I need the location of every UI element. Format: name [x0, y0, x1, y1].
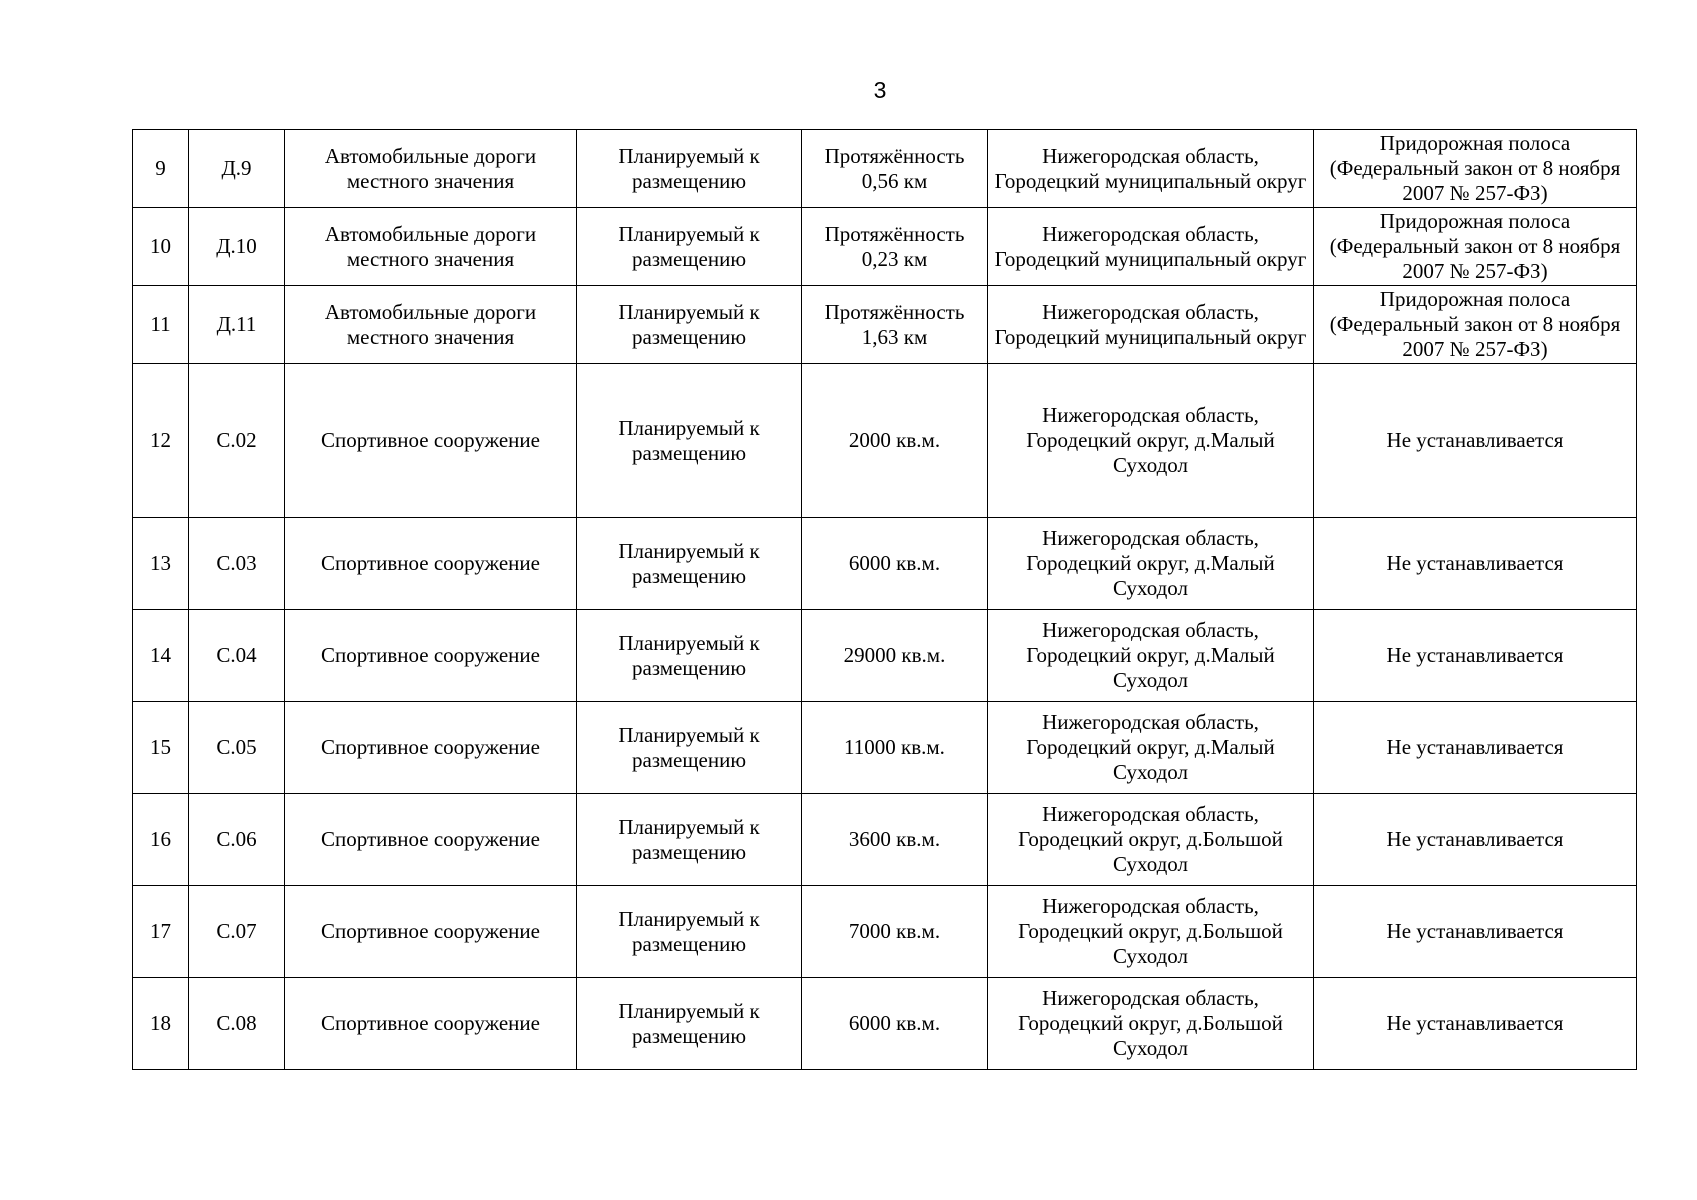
object-zone-cell: Не устанавливается [1314, 518, 1637, 610]
object-zone-cell: Придорожная полоса (Федеральный закон от 8 ноября 2007 № 257-ФЗ) [1314, 208, 1637, 286]
object-location-cell: Нижегородская область, Городецкий муниципальный округ [988, 208, 1314, 286]
object-characteristic-cell: 6000 кв.м. [802, 518, 988, 610]
page-number: 3 [873, 77, 887, 103]
object-zone-cell: Не устанавливается [1314, 886, 1637, 978]
object-status-cell: Планируемый к размещению [577, 364, 802, 518]
table-row [133, 518, 1637, 610]
object-code-cell: Д.11 [189, 286, 285, 364]
object-name-cell: Автомобильные дороги местного значения [285, 286, 577, 364]
object-status-cell: Планируемый к размещению [577, 286, 802, 364]
object-characteristic-cell: 2000 кв.м. [802, 364, 988, 518]
object-code-cell: С.08 [189, 978, 285, 1070]
row-number-cell: 10 [133, 208, 189, 286]
object-name-cell: Спортивное сооружение [285, 364, 577, 518]
object-location-cell: Нижегородская область, Городецкий округ, д.Малый Суходол [988, 518, 1314, 610]
object-status-cell: Планируемый к размещению [577, 130, 802, 208]
object-name-cell: Спортивное сооружение [285, 702, 577, 794]
row-number-cell: 9 [133, 130, 189, 208]
object-zone-cell: Придорожная полоса (Федеральный закон от 8 ноября 2007 № 257-ФЗ) [1314, 130, 1637, 208]
object-characteristic-cell: 6000 кв.м. [802, 978, 988, 1070]
table-row [133, 886, 1637, 978]
row-number-cell: 18 [133, 978, 189, 1070]
object-characteristic-cell: 29000 кв.м. [802, 610, 988, 702]
object-zone-cell: Не устанавливается [1314, 610, 1637, 702]
row-number-cell: 17 [133, 886, 189, 978]
object-zone-cell: Придорожная полоса (Федеральный закон от 8 ноября 2007 № 257-ФЗ) [1314, 286, 1637, 364]
object-location-cell: Нижегородская область, Городецкий муниципальный округ [988, 286, 1314, 364]
row-number-cell: 16 [133, 794, 189, 886]
object-name-cell: Спортивное сооружение [285, 518, 577, 610]
object-characteristic-cell: 3600 кв.м. [802, 794, 988, 886]
object-characteristic-cell: Протяжённость 0,56 км [802, 130, 988, 208]
object-zone-cell: Не устанавливается [1314, 794, 1637, 886]
table-row [133, 610, 1637, 702]
object-zone-cell: Не устанавливается [1314, 978, 1637, 1070]
object-name-cell: Спортивное сооружение [285, 978, 577, 1070]
object-name-cell: Автомобильные дороги местного значения [285, 208, 577, 286]
object-characteristic-cell: Протяжённость 0,23 км [802, 208, 988, 286]
object-location-cell: Нижегородская область, Городецкий муниципальный округ [988, 130, 1314, 208]
object-code-cell: С.06 [189, 794, 285, 886]
table-row [133, 364, 1637, 518]
object-status-cell: Планируемый к размещению [577, 702, 802, 794]
row-number-cell: 13 [133, 518, 189, 610]
object-code-cell: С.07 [189, 886, 285, 978]
object-status-cell: Планируемый к размещению [577, 886, 802, 978]
object-status-cell: Планируемый к размещению [577, 208, 802, 286]
table-row [133, 286, 1637, 364]
object-zone-cell: Не устанавливается [1314, 364, 1637, 518]
row-number-cell: 12 [133, 364, 189, 518]
object-status-cell: Планируемый к размещению [577, 610, 802, 702]
table-row [133, 208, 1637, 286]
object-code-cell: Д.10 [189, 208, 285, 286]
object-status-cell: Планируемый к размещению [577, 794, 802, 886]
table-row [133, 130, 1637, 208]
object-name-cell: Автомобильные дороги местного значения [285, 130, 577, 208]
table-row [133, 978, 1637, 1070]
object-location-cell: Нижегородская область, Городецкий округ, д.Большой Суходол [988, 886, 1314, 978]
object-name-cell: Спортивное сооружение [285, 610, 577, 702]
table-row [133, 794, 1637, 886]
row-number-cell: 11 [133, 286, 189, 364]
object-code-cell: С.04 [189, 610, 285, 702]
object-characteristic-cell: 7000 кв.м. [802, 886, 988, 978]
objects-table [132, 129, 1637, 1070]
object-code-cell: Д.9 [189, 130, 285, 208]
object-status-cell: Планируемый к размещению [577, 518, 802, 610]
object-code-cell: С.03 [189, 518, 285, 610]
object-location-cell: Нижегородская область, Городецкий округ, д.Малый Суходол [988, 364, 1314, 518]
object-location-cell: Нижегородская область, Городецкий округ, д.Большой Суходол [988, 978, 1314, 1070]
object-zone-cell: Не устанавливается [1314, 702, 1637, 794]
row-number-cell: 14 [133, 610, 189, 702]
object-status-cell: Планируемый к размещению [577, 978, 802, 1070]
object-name-cell: Спортивное сооружение [285, 794, 577, 886]
object-name-cell: Спортивное сооружение [285, 886, 577, 978]
object-location-cell: Нижегородская область, Городецкий округ, д.Малый Суходол [988, 610, 1314, 702]
object-code-cell: С.02 [189, 364, 285, 518]
object-characteristic-cell: 11000 кв.м. [802, 702, 988, 794]
object-code-cell: С.05 [189, 702, 285, 794]
table-row [133, 702, 1637, 794]
object-location-cell: Нижегородская область, Городецкий округ, д.Большой Суходол [988, 794, 1314, 886]
object-characteristic-cell: Протяжённость 1,63 км [802, 286, 988, 364]
object-location-cell: Нижегородская область, Городецкий округ, д.Малый Суходол [988, 702, 1314, 794]
row-number-cell: 15 [133, 702, 189, 794]
